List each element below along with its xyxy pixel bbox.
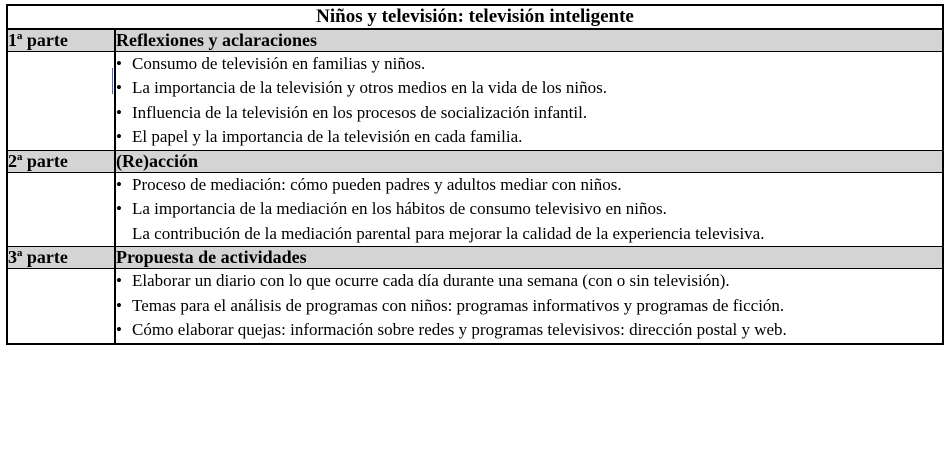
list-item: • Cómo elaborar quejas: información sobre redes y programas televisivos: dirección postal y web.: [116, 318, 942, 341]
list-item: La contribución de la mediación parental para mejorar la calidad de la experiencia televisiva.: [132, 223, 765, 243]
section-heading-1: Reflexiones y aclaraciones: [115, 29, 943, 52]
bullet-list-3: [116, 269, 942, 341]
section-content-1: [115, 52, 943, 151]
bullet-list-1: [116, 52, 942, 149]
table-row: [7, 247, 943, 269]
part-spacer-3: [7, 269, 115, 344]
page-title: Niños y televisión: televisión inteligente: [7, 5, 943, 29]
text-cursor: [112, 68, 113, 94]
list-item: • Influencia de la televisión en los procesos de socialización infantil.: [116, 101, 942, 124]
table-row: [7, 52, 943, 151]
section-content-3: [115, 269, 943, 344]
table-row-title: [7, 5, 943, 29]
list-item: • El papel y la importancia de la televisión en cada familia.: [116, 125, 942, 148]
list-item: • Temas para el análisis de programas con niños: programas informativos y programas de ficción.: [116, 294, 942, 317]
table-row: [7, 269, 943, 344]
part-label-1: 1ª parte: [7, 29, 115, 52]
table-row: [7, 172, 943, 246]
part-label-2: 2ª parte: [7, 150, 115, 172]
section-heading-2: (Re)acción: [115, 150, 943, 172]
table-row: [7, 150, 943, 172]
part-spacer-1: [7, 52, 115, 151]
list-item: • Consumo de televisión en familias y niños.: [116, 52, 942, 75]
section-content-2: [115, 172, 943, 246]
part-spacer-2: [7, 172, 115, 246]
schedule-table: [6, 4, 944, 345]
table-row: [7, 29, 943, 52]
list-item: • La importancia de la mediación en los hábitos de consumo televisivo en niños.: [116, 197, 942, 220]
list-item: • La importancia de la televisión y otros medios en la vida de los niños.: [116, 76, 942, 99]
bullet-list-2: [116, 173, 942, 245]
part-label-3: 3ª parte: [7, 247, 115, 269]
list-item: • Elaborar un diario con lo que ocurre cada día durante una semana (con o sin televisión).: [116, 269, 942, 292]
section-heading-3: Propuesta de actividades: [115, 247, 943, 269]
list-item: • Proceso de mediación: cómo pueden padres y adultos mediar con niños.: [116, 173, 942, 196]
